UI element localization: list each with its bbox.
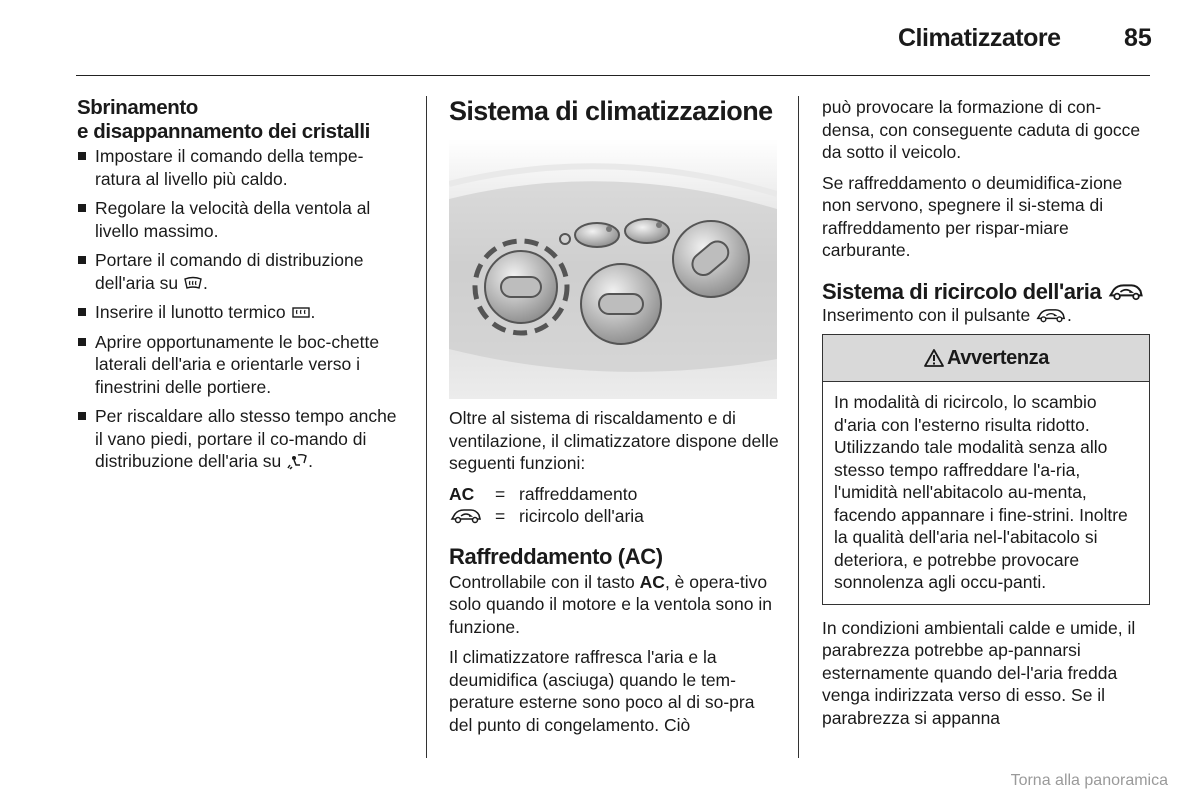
windscreen-defrost-icon bbox=[183, 276, 203, 292]
list-item: Impostare il comando della tempe-ratura al livello più caldo. bbox=[77, 145, 407, 190]
column-divider-1 bbox=[426, 96, 427, 758]
recirculation-paragraph: Inserimento con il pulsante . bbox=[822, 304, 1072, 325]
list-item: Regolare la velocità della ventola al livello massimo. bbox=[77, 197, 407, 242]
cooling-paragraph-1: Controllabile con il tasto AC, è opera-tivo solo quando il motore e la ventola sono in funzione. bbox=[449, 571, 772, 637]
warning-triangle-icon bbox=[923, 348, 945, 368]
header-rule bbox=[76, 75, 1150, 76]
definition-separator: = bbox=[495, 483, 506, 504]
air-recirculation-icon bbox=[1035, 307, 1067, 324]
back-to-overview-link[interactable]: Torna alla panoramica bbox=[1010, 772, 1168, 789]
section-heading-defrost bbox=[77, 96, 412, 144]
page-header-title: Climatizzatore bbox=[898, 24, 1061, 52]
page-number: 85 bbox=[1124, 24, 1152, 52]
definition-key-icon-cell bbox=[449, 505, 495, 528]
section-heading-cooling: Raffreddamento (AC) bbox=[449, 543, 663, 569]
warning-body: In modalità di ricircolo, lo scambio d'aria con l'esterno risulta ridotto. Utilizzando tale modalità senza allo stesso tempo raffreddare l'a-ria, l'umidità nell'abitacolo au-menta, facendo appannare i fine-strini. Inoltre la qualità dell'aria nel-l'abitacolo si deteriora, e potrebbe provocare sonnolenza agli occu-panti. bbox=[834, 392, 1128, 592]
climate-control-panel-image bbox=[449, 139, 777, 399]
list-item: Inserire il lunotto termico . bbox=[77, 301, 407, 324]
intro-paragraph: Oltre al sistema di riscaldamento e di ventilazione, il climatizzatore dispone delle seguenti funzioni: bbox=[449, 408, 779, 473]
column-1 bbox=[77, 96, 412, 480]
column-3 bbox=[822, 96, 1152, 737]
cooling-off-paragraph: Se raffreddamento o deumidifica-zione non servono, spegnere il si-stema di raffreddamento per rispar-miare carburante. bbox=[822, 172, 1123, 260]
list-item: Per riscaldare allo stesso tempo anche il vano piedi, portare il co-mando di distribuzione dell'aria su . bbox=[77, 405, 407, 473]
definition-value: ricircolo dell'aria bbox=[519, 506, 644, 526]
list-item: Portare il comando di distribuzione dell'aria su . bbox=[77, 249, 407, 294]
definition-separator: = bbox=[495, 506, 506, 526]
definition-row-recirculation bbox=[449, 505, 779, 528]
cooling-paragraph-2: Il climatizzatore raffresca l'aria e la deumidifica (asciuga) quando le tem-perature esterne sono poco al di so-pra del punto di congelamento. Ciò bbox=[449, 647, 755, 735]
warning-title: Avvertenza bbox=[947, 346, 1049, 369]
warning-box bbox=[822, 334, 1150, 605]
list-item: Aprire opportunamente le boc-chette laterali dell'aria e orientarle verso i finestrini delle portiere. bbox=[77, 331, 407, 399]
definition-list bbox=[449, 483, 779, 528]
heading-line-1: Sbrinamento bbox=[77, 96, 198, 119]
rear-window-heating-icon bbox=[291, 305, 311, 321]
column-2 bbox=[449, 96, 779, 744]
air-recirculation-icon bbox=[449, 507, 483, 525]
page-main-title: Sistema di climatizzazione bbox=[449, 96, 773, 126]
definition-key: AC bbox=[449, 483, 475, 504]
column-divider-2 bbox=[798, 96, 799, 758]
definition-value: raffreddamento bbox=[519, 483, 638, 504]
heading-line-2: e disappannamento dei cristalli bbox=[77, 120, 370, 143]
definition-row-ac bbox=[449, 483, 779, 506]
continued-paragraph: può provocare la formazione di con-densa, con conseguente caduta di gocce da sotto il veicolo. bbox=[822, 97, 1141, 162]
windscreen-fog-paragraph: In condizioni ambientali calde e umide, il parabrezza potrebbe ap-pannarsi esternamente quando del-l'aria fredda venga indirizzata verso di esso. Se il parabrezza si appanna bbox=[822, 617, 1136, 728]
floor-windscreen-distribution-icon bbox=[286, 453, 308, 470]
warning-header bbox=[823, 335, 1149, 382]
defrost-steps-list bbox=[77, 145, 407, 473]
air-recirculation-icon bbox=[1107, 282, 1145, 302]
section-heading-recirculation: Sistema di ricircolo dell'aria bbox=[822, 280, 1152, 304]
